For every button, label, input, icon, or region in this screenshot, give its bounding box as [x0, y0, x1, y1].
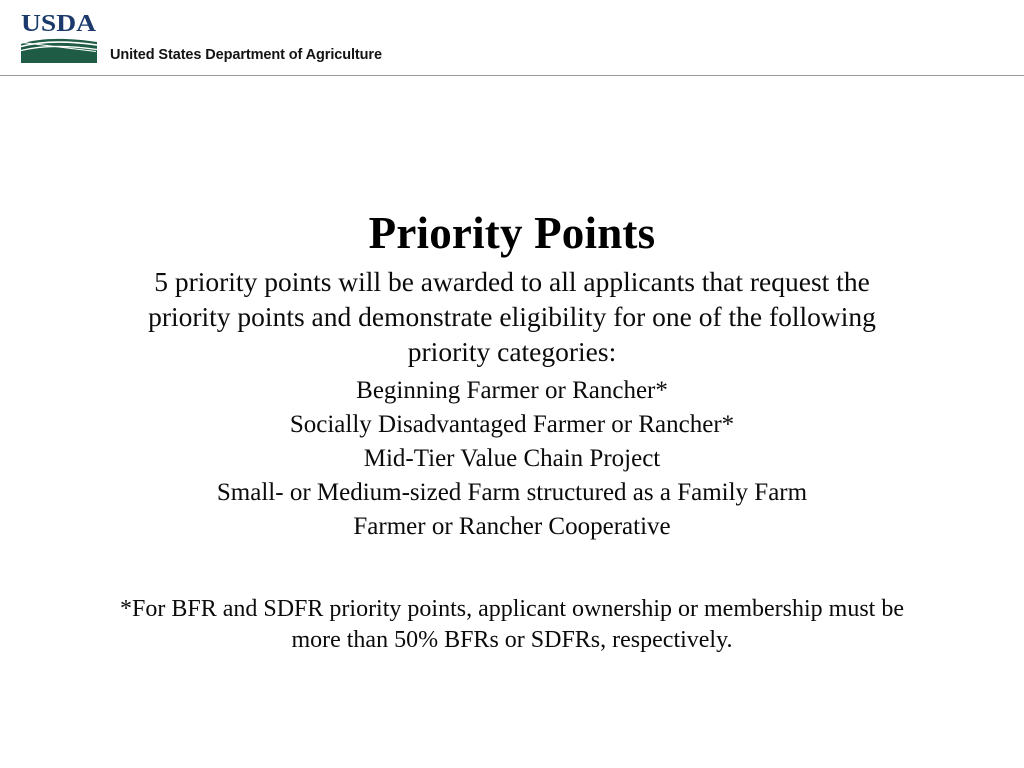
- intro-paragraph: 5 priority points will be awarded to all applicants that request the priority points and demonstrate eligibility for one of the following priority categories:: [148, 265, 876, 367]
- usda-wordmark-icon: [21, 11, 97, 37]
- list-item: Mid-Tier Value Chain Project: [363, 445, 661, 472]
- svg-text:USDA: USDA: [21, 11, 97, 37]
- list-item: Beginning Farmer or Rancher*: [356, 377, 668, 404]
- page-title: Priority Points: [368, 208, 656, 259]
- list-item: Farmer or Rancher Cooperative: [353, 513, 671, 540]
- footnote-text: *For BFR and SDFR priority points, applicant ownership or membership must be more than 50% BFRs or SDFRs, respectively.: [120, 596, 904, 653]
- usda-tagline: United States Department of Agriculture: [110, 47, 382, 63]
- list-item: Socially Disadvantaged Farmer or Rancher*: [289, 411, 735, 438]
- slide-body: [0, 76, 1024, 768]
- slide-header: [0, 0, 1024, 76]
- priority-categories-list: [92, 374, 932, 544]
- list-item: Small- or Medium-sized Farm structured as a Family Farm: [216, 479, 808, 506]
- usda-logo: [21, 11, 97, 63]
- usda-landscape-mark-icon: [21, 37, 97, 63]
